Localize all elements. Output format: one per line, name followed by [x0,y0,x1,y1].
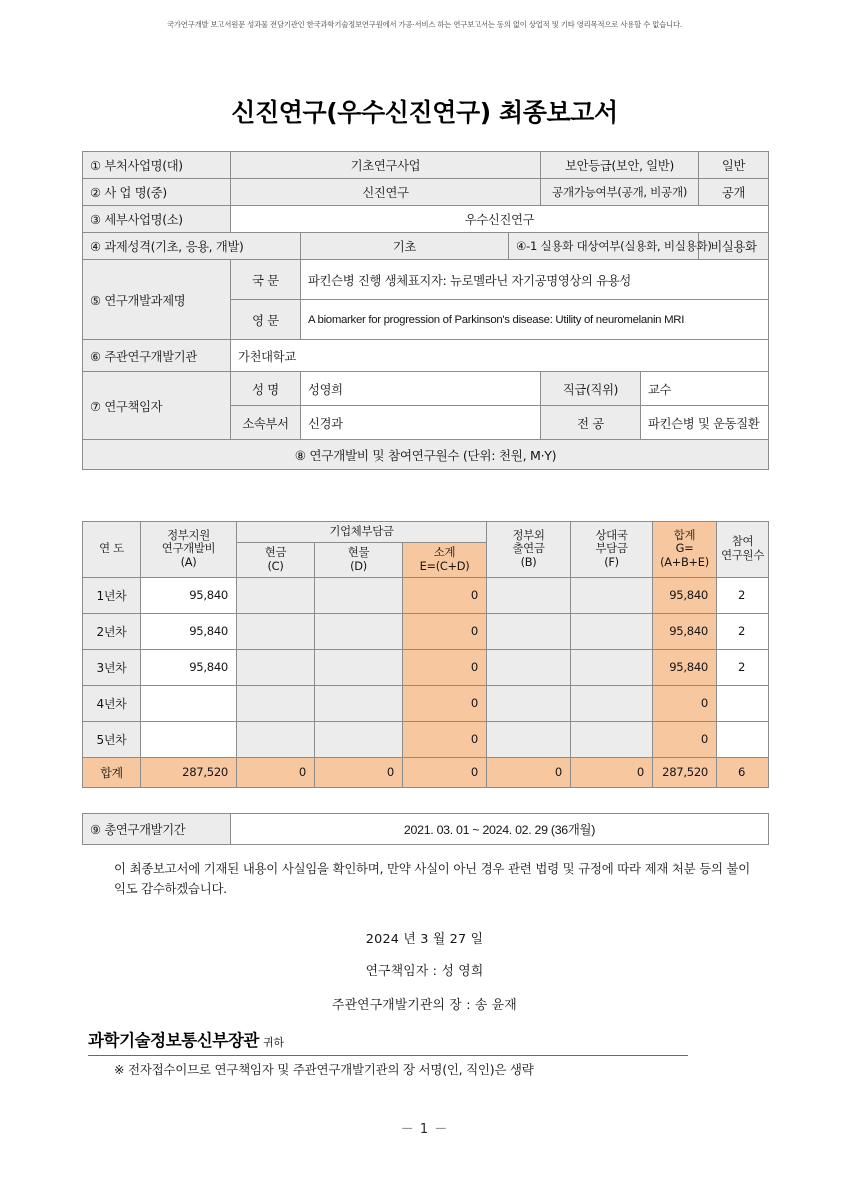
budget-row-label: 3년차 [83,649,141,685]
budget-cell-gov: 95,840 [141,577,237,613]
budget-col-corporate-group: 기업체부담금 [237,522,487,543]
row-value-pi-rank: 교수 [641,372,769,406]
row-label-host-institution: ⑥ 주관연구개발기관 [83,340,231,372]
budget-cell-subtotal: 0 [403,685,487,721]
row-label-project-title: ⑤ 연구개발과제명 [83,260,231,340]
budget-cell-subtotal: 0 [403,721,487,757]
budget-total-gov: 287,520 [141,757,237,787]
nongov-line1: 정부외 [512,527,545,542]
signature-host-institution-head: 주관연구개발기관의 장 : 송 윤재 [332,998,517,1013]
project-info-table [82,151,769,470]
subtotal-line2: E=(C+D) [419,558,470,573]
budget-total-nongov: 0 [487,757,571,787]
budget-cell-inkind [315,613,403,649]
row-label-pi-name: 성 명 [231,372,301,406]
budget-total-inkind: 0 [315,757,403,787]
budget-cell-total: 95,840 [653,613,717,649]
budget-cell-inkind [315,649,403,685]
researchers-line2: 연구원수 [721,548,764,563]
row-label-project-nature: ④ 과제성격(기초, 응용, 개발) [83,233,301,260]
budget-cell-partner [571,685,653,721]
row-value-detail-program: 우수신진연구 [231,206,769,233]
budget-col-subtotal [403,542,487,577]
budget-cell-people [717,685,769,721]
row-label-title-english: 영 문 [231,300,301,340]
budget-total-cash: 0 [237,757,315,787]
table-row [83,721,769,757]
budget-cell-inkind [315,577,403,613]
budget-cell-nongov [487,613,571,649]
partner-line1: 상대국 [595,527,628,542]
row-value-project-nature: 기초 [301,233,509,260]
budget-cell-inkind [315,685,403,721]
table-row [83,577,769,613]
row-label-principal-investigator: ⑦ 연구책임자 [83,372,231,440]
signature-principal-investigator: 연구책임자 : 성 영희 [365,964,484,979]
budget-cell-total: 0 [653,721,717,757]
row-label-program-name: ② 사 업 명(중) [83,179,231,206]
table-row [83,260,769,300]
budget-cell-nongov [487,721,571,757]
confirmation-statement: 이 최종보고서에 기재된 내용이 사실임을 확인하며, 만약 사실이 아닌 경우 관련 법령 및 규정에 따라 제재 처분 등의 불이익도 감수하겠습니다. [114,861,750,897]
budget-cell-partner [571,577,653,613]
subtotal-line1: 소계 [433,544,456,559]
budget-cell-cash [237,649,315,685]
budget-row-label: 1년차 [83,577,141,613]
budget-row-label: 5년차 [83,721,141,757]
row-value-pi-name: 성영희 [301,372,541,406]
budget-total-grand: 287,520 [653,757,717,787]
budget-cell-nongov [487,649,571,685]
budget-cell-cash [237,685,315,721]
budget-cell-partner [571,649,653,685]
row-label-detail-program: ③ 세부사업명(소) [83,206,231,233]
budget-cell-total: 95,840 [653,577,717,613]
budget-col-year: 연 도 [83,522,141,578]
budget-cell-subtotal: 0 [403,613,487,649]
cash-line2: (C) [267,558,284,573]
table-row [83,685,769,721]
table-row [83,814,769,845]
row-value-program-name: 신진연구 [231,179,541,206]
row-value-title-korean: 파킨슨병 진행 생체표지자: 뉴로멜라닌 자기공명영상의 유용성 [301,260,769,300]
budget-col-gov-funding [141,522,237,578]
budget-cell-gov [141,685,237,721]
row-value-security-grade: 일반 [699,152,769,179]
budget-cell-nongov [487,577,571,613]
budget-cell-total: 0 [653,685,717,721]
budget-col-nongov-contrib [487,522,571,578]
budget-total-row [83,757,769,787]
row-label-title-korean: 국 문 [231,260,301,300]
budget-row-label: 2년차 [83,613,141,649]
table-row [83,372,769,406]
budget-cell-cash [237,577,315,613]
row-label-pi-rank: 직급(직위) [541,372,641,406]
row-label-commercialization: ④-1 실용화 대상여부(실용화, 비실용화) [509,233,699,260]
row-value-host-institution: 가천대학교 [231,340,769,372]
page-number: － 1 － [400,1122,449,1137]
budget-total-subtotal: 0 [403,757,487,787]
budget-cell-people [717,721,769,757]
row-value-commercialization: 비실용화 [699,233,769,260]
budget-total-label: 합계 [83,757,141,787]
gov-funding-line1: 정부지원 [167,527,210,542]
partner-line2: 부담금 [595,541,628,556]
copyright-notice: 국가연구개발 보고서원문 성과물 전담기관인 한국과학기술정보연구원에서 가공·서비스 하는 연구보고서는 동의 없이 상업적 및 기타 영리목적으로 사용할 수 없습니다. [166,20,683,29]
table-row [83,233,769,260]
electronic-submission-note: ※ 전자접수이므로 연구책임자 및 주관연구개발기관의 장 서명(인, 직인)은 생략 [114,1062,534,1077]
signature-date: 2024 년 3 월 27 일 [365,932,484,947]
row-label-project-period: ⑨ 총연구개발기간 [83,814,231,845]
page-title: 신진연구(우수신진연구) 최종보고서 [231,98,618,127]
row-label-disclosure: 공개가능여부(공개, 비공개) [541,179,699,206]
partner-line3: (F) [604,555,619,570]
table-row [83,206,769,233]
row-value-ministry-program: 기초연구사업 [231,152,541,179]
budget-col-cash [237,542,315,577]
budget-cell-subtotal: 0 [403,577,487,613]
budget-table [82,521,769,788]
row-value-title-english: A biomarker for progression of Parkinson's disease: Utility of neuromelanin MRI [301,300,769,340]
budget-section-caption: ⑧ 연구개발비 및 참여연구원수 (단위: 천원, M·Y) [83,440,769,470]
table-row [83,440,769,470]
budget-cell-gov: 95,840 [141,649,237,685]
gov-funding-line2: 연구개발비 [161,541,216,556]
gov-funding-line3: (A) [180,555,197,570]
budget-cell-people: 2 [717,577,769,613]
budget-header-row-1 [83,522,769,543]
nongov-line2: 출연금 [512,541,545,556]
row-value-pi-major: 파킨슨병 및 운동질환 [641,406,769,440]
budget-cell-gov [141,721,237,757]
grand-total-line2: G=(A+B+E) [660,541,709,570]
budget-total-partner: 0 [571,757,653,787]
budget-cell-total: 95,840 [653,649,717,685]
row-label-pi-major: 전 공 [541,406,641,440]
budget-col-researchers [717,522,769,578]
row-label-security-grade: 보안등급(보안, 일반) [541,152,699,179]
budget-row-label: 4년차 [83,685,141,721]
budget-cell-inkind [315,721,403,757]
project-period-table [82,813,769,845]
budget-cell-partner [571,613,653,649]
ministry-addressee [88,1027,688,1056]
inkind-line2: (D) [350,558,367,573]
row-label-ministry-program: ① 부처사업명(대) [83,152,231,179]
row-value-pi-department: 신경과 [301,406,541,440]
budget-total-people: 6 [717,757,769,787]
row-value-disclosure: 공개 [699,179,769,206]
table-row [83,649,769,685]
inkind-line1: 현물 [347,544,370,559]
budget-cell-people: 2 [717,649,769,685]
budget-col-inkind [315,542,403,577]
grand-total-line1: 합계 [673,527,696,542]
row-value-project-period: 2021. 03. 01 ~ 2024. 02. 29 (36개월) [231,814,769,845]
budget-cell-people: 2 [717,613,769,649]
budget-cell-nongov [487,685,571,721]
table-row [83,613,769,649]
cash-line1: 현금 [264,544,287,559]
ministry-honorific: 귀하 [262,1036,284,1049]
ministry-name: 과학기술정보통신부장관 [88,1031,259,1050]
table-row [83,340,769,372]
budget-cell-gov: 95,840 [141,613,237,649]
nongov-line3: (B) [520,555,537,570]
row-label-pi-department: 소속부서 [231,406,301,440]
budget-cell-partner [571,721,653,757]
researchers-line1: 참여 [731,534,754,549]
table-row [83,152,769,179]
table-row [83,179,769,206]
budget-col-partner-contrib [571,522,653,578]
budget-cell-subtotal: 0 [403,649,487,685]
budget-col-grand-total [653,522,717,578]
budget-cell-cash [237,613,315,649]
budget-cell-cash [237,721,315,757]
